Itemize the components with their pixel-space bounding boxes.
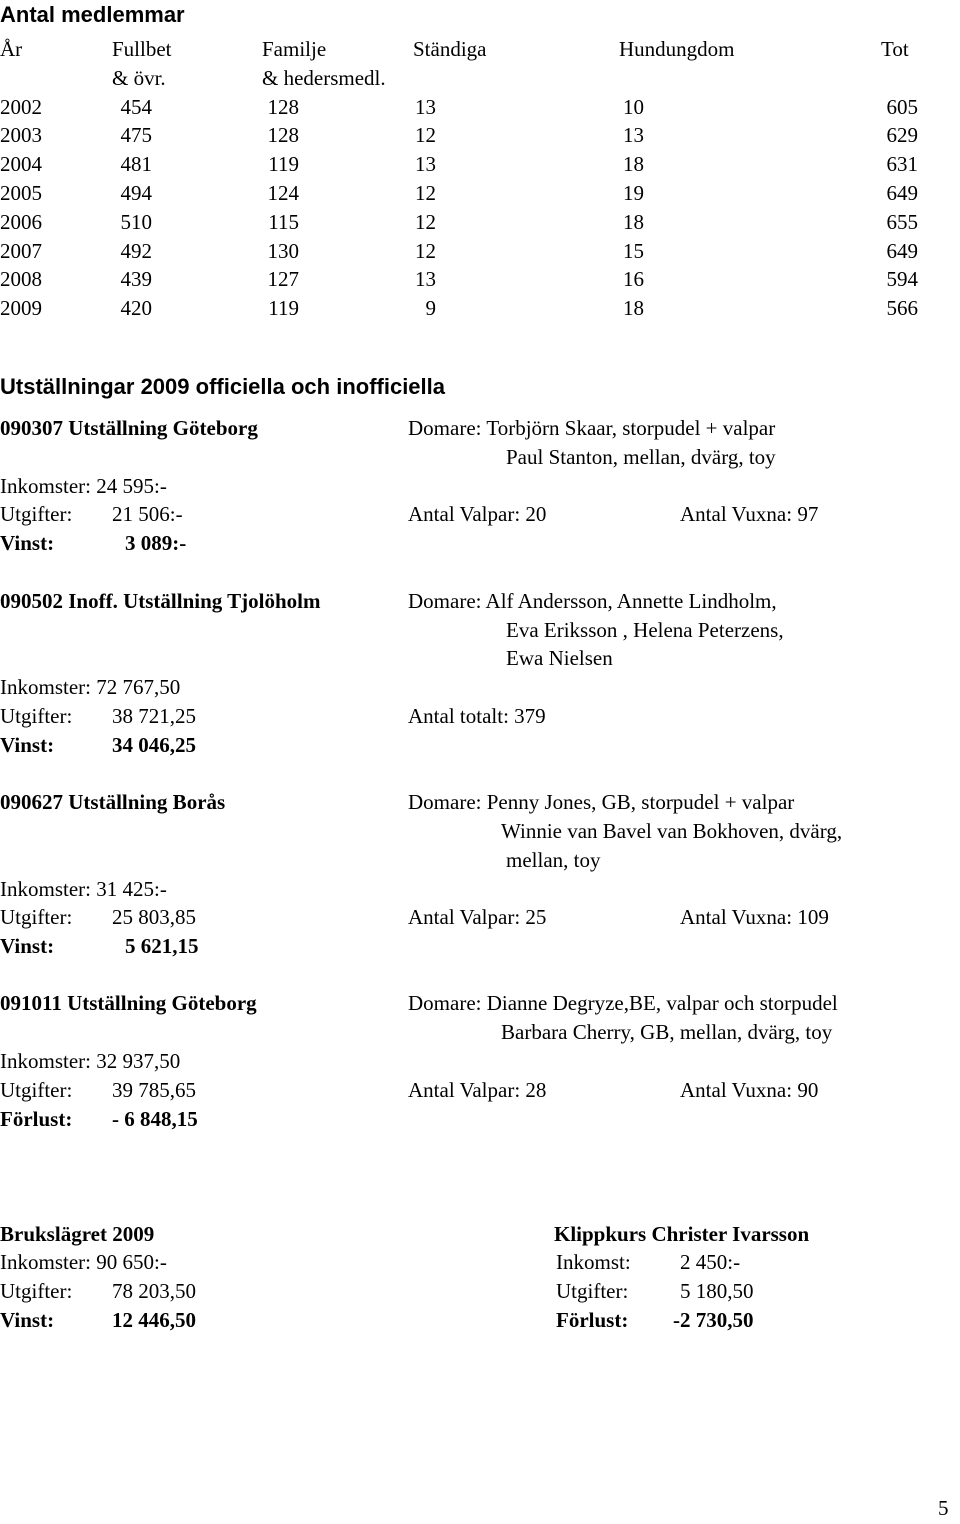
show-1-result-value: 3 089:- [125, 531, 187, 555]
show-2-expenses-label: Utgifter: [0, 704, 73, 728]
show-3-judges-line-1: Domare: Penny Jones, GB, storpudel + valpar [408, 790, 795, 814]
brukslagret-expenses-value: 78 203,50 [112, 1279, 196, 1303]
cell-familje: 119 [268, 152, 299, 177]
show-2-name: 090502 Inoff. Utställning Tjolöholm [0, 589, 321, 613]
show-3-puppies: Antal Valpar: 25 [408, 905, 547, 929]
klippkurs-result-value: -2 730,50 [673, 1308, 754, 1332]
show-4-expenses-label: Utgifter: [0, 1078, 73, 1102]
cell-hundungdom: 18 [623, 209, 644, 234]
show-2-result-value: 34 046,25 [112, 733, 196, 757]
col-header-standiga: Ständiga [413, 37, 487, 61]
cell-fullbet: 481 [120, 152, 152, 177]
cell-familje: 127 [267, 267, 299, 292]
cell-tot: 629 [886, 123, 918, 148]
cell-hundungdom: 18 [623, 152, 644, 177]
cell-tot: 631 [886, 152, 918, 177]
col-header-tot: Tot [881, 37, 909, 61]
show-4-puppies: Antal Valpar: 28 [408, 1078, 547, 1102]
cell-fullbet: 510 [120, 209, 152, 234]
show-4-judges-line-2: Barbara Cherry, GB, mellan, dvärg, toy [501, 1020, 833, 1044]
cell-familje: 128 [267, 123, 299, 148]
show-1-name: 090307 Utställning Göteborg [0, 416, 258, 440]
cell-year: 2009 [0, 296, 42, 321]
cell-standiga: 13 [415, 152, 436, 177]
show-2-result-label: Vinst: [0, 733, 55, 757]
show-2-judges-line-1: Domare: Alf Andersson, Annette Lindholm, [408, 589, 777, 613]
show-3-expenses-label: Utgifter: [0, 905, 73, 929]
show-1-income: Inkomster: 24 595:- [0, 474, 167, 498]
cell-standiga: 13 [415, 94, 436, 119]
cell-familje: 119 [268, 296, 299, 321]
show-2-total: Antal totalt: 379 [408, 704, 546, 728]
cell-tot: 649 [886, 180, 918, 205]
members-header-row [0, 35, 960, 64]
show-2-income: Inkomster: 72 767,50 [0, 675, 181, 699]
show-4-name: 091011 Utställning Göteborg [0, 991, 257, 1015]
cell-standiga: 13 [415, 267, 436, 292]
brukslagret-expenses-label: Utgifter: [0, 1279, 73, 1303]
col-header-hundungdom: Hundungdom [619, 37, 735, 61]
members-table [0, 35, 960, 323]
cell-year: 2003 [0, 123, 42, 148]
cell-year: 2004 [0, 152, 42, 177]
show-2-judges-line-2: Eva Eriksson , Helena Peterzens, [506, 618, 784, 642]
cell-tot: 594 [886, 267, 918, 292]
table-row [0, 150, 960, 179]
show-3-result-label: Vinst: [0, 934, 55, 958]
table-row [0, 294, 960, 323]
show-4-result-value: - 6 848,15 [112, 1107, 198, 1131]
cell-hundungdom: 19 [623, 180, 644, 205]
cell-standiga: 12 [415, 123, 436, 148]
brukslagret-income: Inkomster: 90 650:- [0, 1250, 167, 1274]
klippkurs-result-label: Förlust: [556, 1308, 629, 1332]
brukslagret-result-value: 12 446,50 [112, 1308, 196, 1332]
cell-hundungdom: 18 [623, 296, 644, 321]
show-3-result-value: 5 621,15 [125, 934, 199, 958]
klippkurs-expenses-label: Utgifter: [556, 1279, 629, 1303]
show-1-result-label: Vinst: [0, 531, 55, 555]
col-header-fullbet-sub: & övr. [112, 65, 166, 90]
cell-hundungdom: 15 [623, 238, 644, 263]
cell-year: 2008 [0, 267, 42, 292]
show-1-puppies: Antal Valpar: 20 [408, 502, 547, 526]
cell-fullbet: 492 [120, 238, 152, 263]
show-3-judges-line-3: mellan, toy [506, 848, 601, 872]
show-1-adults: Antal Vuxna: 97 [680, 502, 819, 526]
cell-fullbet: 475 [120, 123, 152, 148]
show-3-expenses-value: 25 803,85 [112, 905, 196, 929]
klippkurs-income-label: Inkomst: [556, 1250, 631, 1274]
cell-hundungdom: 16 [623, 267, 644, 292]
cell-fullbet: 494 [120, 180, 152, 205]
table-row [0, 179, 960, 208]
cell-tot: 649 [886, 238, 918, 263]
col-header-year: År [0, 37, 23, 61]
cell-standiga: 12 [415, 238, 436, 263]
cell-tot: 566 [886, 296, 918, 321]
table-row [0, 121, 960, 150]
show-2-expenses-value: 38 721,25 [112, 704, 196, 728]
cell-hundungdom: 13 [623, 123, 644, 148]
cell-familje: 128 [267, 94, 299, 119]
show-3-judges-line-2: Winnie van Bavel van Bokhoven, dvärg, [501, 819, 843, 843]
cell-familje: 115 [268, 209, 299, 234]
show-3-income: Inkomster: 31 425:- [0, 877, 167, 901]
col-header-familje-sub: & hedersmedl. [262, 65, 386, 90]
show-1-expenses-value: 21 506:- [112, 502, 183, 526]
cell-year: 2005 [0, 180, 42, 205]
cell-tot: 655 [886, 209, 918, 234]
table-row [0, 93, 960, 122]
cell-year: 2002 [0, 94, 42, 119]
cell-standiga: 12 [415, 180, 436, 205]
col-header-fullbet: Fullbet [112, 37, 172, 61]
cell-tot: 605 [886, 94, 918, 119]
klippkurs-expenses-value: 5 180,50 [680, 1279, 754, 1303]
show-3-adults: Antal Vuxna: 109 [680, 905, 829, 929]
show-4-income: Inkomster: 32 937,50 [0, 1049, 181, 1073]
show-4-result-label: Förlust: [0, 1107, 73, 1131]
cell-fullbet: 439 [120, 267, 152, 292]
page-number: 5 [938, 1496, 949, 1520]
brukslagret-result-label: Vinst: [0, 1308, 55, 1332]
show-4-adults: Antal Vuxna: 90 [680, 1078, 819, 1102]
show-1-judges-line-1: Domare: Torbjörn Skaar, storpudel + valpar [408, 416, 776, 440]
members-header-row-2 [0, 64, 960, 93]
cell-standiga: 12 [415, 209, 436, 234]
show-3-name: 090627 Utställning Borås [0, 790, 226, 814]
klippkurs-income-value: 2 450:- [680, 1250, 741, 1274]
cell-familje: 130 [267, 238, 299, 263]
cell-familje: 124 [267, 180, 299, 205]
members-title: Antal medlemmar [0, 2, 185, 27]
cell-year: 2007 [0, 238, 42, 263]
cell-standiga: 9 [425, 296, 436, 321]
shows-title: Utställningar 2009 officiella och inofficiella [0, 374, 446, 399]
table-row [0, 237, 960, 266]
table-row [0, 265, 960, 294]
cell-hundungdom: 10 [623, 94, 644, 119]
show-1-judges-line-2: Paul Stanton, mellan, dvärg, toy [506, 445, 776, 469]
col-header-familje: Familje [262, 37, 327, 61]
cell-fullbet: 454 [120, 94, 152, 119]
cell-fullbet: 420 [120, 296, 152, 321]
cell-year: 2006 [0, 209, 42, 234]
brukslagret-title: Brukslägret 2009 [0, 1222, 155, 1246]
klippkurs-title: Klippkurs Christer Ivarsson [554, 1222, 810, 1246]
show-4-expenses-value: 39 785,65 [112, 1078, 196, 1102]
show-4-judges-line-1: Domare: Dianne Degryze,BE, valpar och storpudel [408, 991, 838, 1015]
show-2-judges-line-3: Ewa Nielsen [506, 646, 613, 670]
table-row [0, 208, 960, 237]
show-1-expenses-label: Utgifter: [0, 502, 73, 526]
